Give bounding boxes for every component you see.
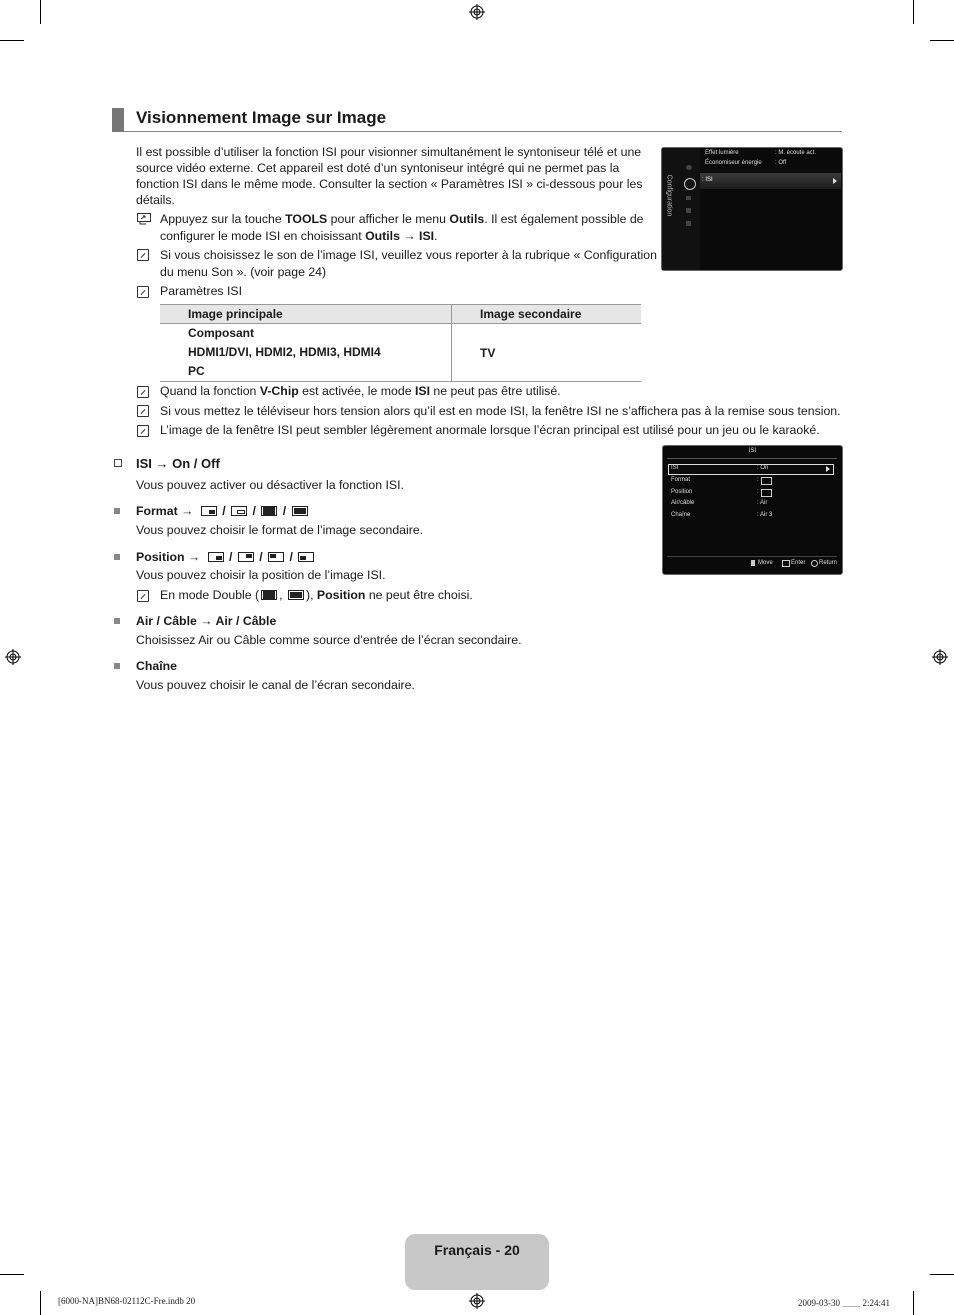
double-2-icon	[288, 590, 304, 600]
double-2-icon	[292, 506, 308, 516]
outils-word: Outils	[365, 229, 400, 243]
table-header: Image secondaire	[452, 305, 642, 324]
registration-mark-icon	[469, 4, 485, 20]
arrow-right-icon	[826, 466, 830, 472]
position-top-right-icon	[238, 552, 254, 562]
menu-row-label: Économiseur énergie	[705, 160, 762, 166]
position-note-text: ),	[305, 588, 317, 602]
table-cell-main	[160, 324, 452, 382]
menu-row-label: Position	[671, 489, 693, 495]
vchip-word: V-Chip	[259, 384, 299, 398]
menu-row-value: : On	[757, 465, 769, 471]
isi-word: ISI	[414, 384, 431, 398]
tools-note-text: . Il est également possible de	[484, 212, 644, 226]
pip-large-bottom-right-icon	[231, 506, 247, 516]
pip-small-bottom-right-icon	[201, 506, 217, 516]
table-cell-secondary: TV	[452, 324, 642, 382]
outils-word: Outils	[449, 212, 485, 226]
bullet-icon	[114, 663, 120, 669]
tv-screen-isi	[662, 445, 843, 575]
crop-mark	[0, 40, 24, 41]
position-note-text: En mode Double (	[160, 588, 260, 602]
air-title: Air / Câble → Air / Câble	[136, 614, 277, 628]
vchip-note-text: Quand la fonction	[160, 384, 260, 398]
position-note-text: ne peut être choisi.	[365, 588, 473, 602]
tv-screen-configuration	[661, 147, 843, 271]
move-icon	[751, 560, 755, 566]
menu-row-value: : Air	[757, 500, 768, 506]
menu-row-label: : ISI	[702, 177, 713, 183]
menu-icon	[686, 196, 691, 200]
vchip-note-text: ne peut pas être utilisé.	[430, 384, 561, 398]
chaine-title: Chaîne	[136, 659, 177, 673]
section-checkbox-icon	[114, 459, 122, 467]
tools-note-text: pour afficher le menu	[327, 212, 450, 226]
double-1-icon	[261, 506, 277, 516]
note-icon	[137, 405, 149, 417]
sound-note-line: Si vous choisissez le son de l’image ISI, veuillez vous reporter à la rubrique « Configuration	[160, 248, 657, 262]
crop-mark	[913, 0, 914, 24]
registration-mark-icon	[932, 649, 948, 665]
note-icon	[137, 249, 149, 261]
menu-row-label: Format	[671, 477, 691, 483]
crop-mark	[40, 0, 41, 24]
format-value-icon	[761, 477, 772, 485]
menu-icon	[686, 208, 691, 213]
isi-table	[160, 304, 641, 382]
menu-row-label: ISI	[671, 465, 679, 471]
setup-icon	[684, 178, 696, 190]
position-bottom-right-icon	[208, 552, 224, 562]
off-note: Si vous mettez le téléviseur hors tension alors qu’il est en mode ISI, la fenêtre ISI ne s’affichera pas à la remise sous tension.	[160, 404, 841, 418]
title-rule	[124, 131, 842, 132]
bullet-icon	[114, 554, 120, 560]
crop-mark	[0, 1274, 24, 1275]
tools-note-icon	[137, 213, 151, 225]
sound-note	[160, 247, 660, 281]
registration-mark-icon	[469, 1293, 485, 1309]
header-rule	[667, 458, 837, 459]
move-hint: Move	[758, 560, 773, 566]
double-1-icon	[261, 590, 277, 600]
bullet-icon	[114, 618, 120, 624]
position-bottom-left-icon	[298, 552, 314, 562]
arrow: →	[399, 229, 420, 243]
tools-note-text: Appuyez sur la touche	[160, 212, 286, 226]
menu-row-label: Effet lumière	[705, 150, 739, 156]
air-desc: Choisissez Air ou Câble comme source d’entrée de l’écran secondaire.	[136, 633, 522, 647]
menu-row-value: : Off	[775, 160, 787, 166]
main-source: HDMI1/DVI, HDMI2, HDMI3, HDMI4	[188, 345, 381, 359]
return-hint: Return	[819, 560, 838, 566]
footer-rule	[667, 556, 837, 557]
menu-row-label: Chaîne	[671, 512, 691, 518]
menu-row-label: Air/câble	[671, 500, 695, 506]
note-icon	[137, 425, 149, 437]
game-note: L’image de la fenêtre ISI peut sembler légèrement anormale lorsque l’écran principal est utilisé pour un jeu ou le karaoké.	[160, 423, 820, 437]
intro-paragraph: Il est possible d’utiliser la fonction ISI pour visionner simultanément le syntoniseur télé et une source vidéo externe. Cet appareil est doté d’un syntoniseur intégré qui ne permet pas la fonction ISI dans le même mode. Consulter la section « Paramètres ISI » ci-dessous pour les détails.	[136, 145, 643, 207]
position-desc: Vous pouvez choisir la position de l’image ISI.	[136, 568, 386, 582]
menu-row-value: :	[757, 489, 759, 495]
arrow-right-icon	[833, 178, 837, 184]
format-title: Format → / / /	[136, 504, 310, 518]
menu-row-value: : Air 3	[757, 512, 773, 518]
note-icon	[137, 286, 149, 298]
note-icon	[137, 590, 149, 602]
chaine-desc: Vous pouvez choisir le canal de l’écran secondaire.	[136, 678, 415, 692]
menu-row-highlight[interactable]	[700, 173, 841, 189]
position-word: Position	[316, 588, 366, 602]
table-header: Image principale	[160, 305, 452, 324]
format-label: Format →	[136, 504, 194, 518]
vchip-note-text: est activée, le mode	[298, 384, 415, 398]
vchip-note	[160, 383, 561, 400]
menu-row-highlight[interactable]	[668, 464, 834, 475]
isi-word: ISI	[419, 229, 435, 243]
tools-note-text: configurer le mode ISI en choisissant	[160, 229, 366, 243]
isi-section-title: ISI → On / Off	[136, 456, 220, 471]
position-label: Position →	[136, 550, 201, 564]
return-icon	[811, 560, 818, 567]
format-desc: Vous pouvez choisir le format de l’image secondaire.	[136, 523, 424, 537]
isi-section-desc: Vous pouvez activer ou désactiver la fonction ISI.	[136, 478, 404, 492]
menu-header: ISI	[748, 448, 757, 454]
params-note: Paramètres ISI	[160, 284, 243, 298]
main-source: PC	[188, 364, 205, 378]
menu-row-value: : M. écoute act.	[775, 150, 817, 156]
crop-mark	[930, 1274, 954, 1275]
tools-key: TOOLS	[285, 212, 328, 226]
main-source: Composant	[188, 326, 254, 340]
slug-right: 2009-03-30 ＿＿ 2:24:41	[798, 1298, 890, 1308]
note-icon	[137, 386, 149, 398]
position-top-left-icon	[268, 552, 284, 562]
bullet-icon	[114, 508, 120, 514]
tools-note	[160, 211, 650, 245]
crop-mark	[930, 40, 954, 41]
enter-icon	[782, 560, 790, 567]
title-marker	[112, 108, 124, 132]
enter-hint: Enter	[791, 560, 806, 566]
position-value-icon	[761, 489, 772, 497]
position-note: En mode Double ( , ), Position ne peut être choisi.	[160, 588, 473, 602]
crop-mark	[913, 1291, 914, 1315]
position-title: Position → / / /	[136, 550, 316, 564]
page-number: Français - 20	[434, 1242, 520, 1258]
page-title: Visionnement Image sur Image	[136, 108, 387, 127]
menu-row-value: :	[757, 477, 759, 483]
menu-icon	[686, 221, 691, 226]
registration-mark-icon	[5, 649, 21, 665]
menu-icon	[686, 165, 692, 170]
tools-note-text: .	[434, 229, 438, 243]
slug-left: [6000-NA]BN68-02112C-Fre.indb 20	[58, 1296, 196, 1306]
sound-note-line: du menu Son ». (voir page 24)	[160, 265, 327, 279]
crop-mark	[40, 1291, 41, 1315]
sidebar-label: Configuration	[665, 174, 673, 217]
